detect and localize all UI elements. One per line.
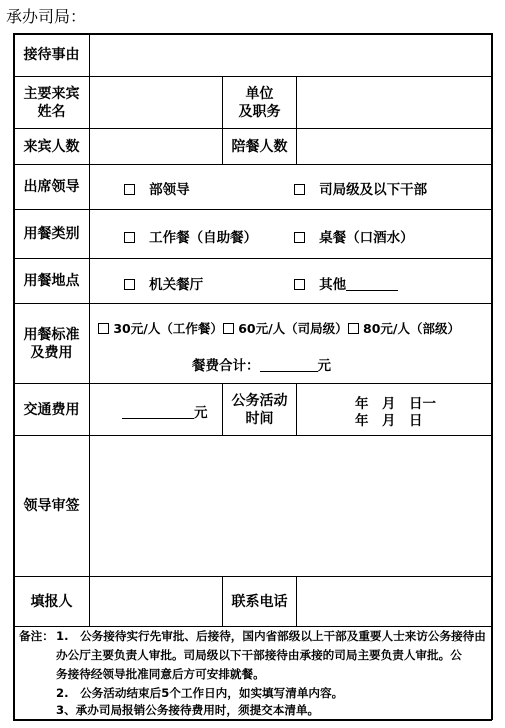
- meal-total: [192, 354, 331, 374]
- transport-blank[interactable]: [122, 404, 194, 419]
- transport-unit: 元: [194, 405, 208, 421]
- other-location-blank[interactable]: [346, 276, 398, 291]
- label-unit-position: [223, 77, 296, 128]
- label-guest-name-l1: 主要来宾: [23, 85, 80, 102]
- label-unit-position-l1: 单位: [245, 85, 274, 102]
- option-label: 其他: [319, 277, 347, 293]
- note-item-2: 2. 公务活动结束后5个工作日内，如实填写清单内容。: [56, 686, 344, 700]
- notes-label: 备注：: [19, 629, 54, 643]
- checkbox[interactable]: [124, 279, 135, 290]
- label-meal-standard-l2: 及费用: [30, 344, 73, 361]
- option-bureau-level[interactable]: [294, 178, 427, 198]
- label-guest-count: 来宾人数: [23, 138, 80, 155]
- option-label: 部领导: [149, 182, 190, 198]
- checkbox-30[interactable]: [98, 323, 109, 334]
- checkbox[interactable]: [294, 232, 305, 243]
- note-item-3: 3、承办司局报销公务接待费用时，须提交本清单。: [56, 703, 320, 717]
- option-label: 机关餐厅: [149, 277, 204, 293]
- label-activity-time-l1: 公务活动: [231, 392, 288, 409]
- option-label: 桌餐（口酒水）: [319, 230, 414, 246]
- label-companion-count: 陪餐人数: [231, 138, 288, 155]
- note-item-1-line2: 办公厅主要负责人审批。司局级以下干部接待由承接的司局主要负责人审批。公: [56, 648, 462, 662]
- label-meal-location: 用餐地点: [23, 273, 80, 289]
- checkbox[interactable]: [124, 232, 135, 243]
- label-transport-fee: 交通费用: [23, 401, 80, 418]
- activity-date-end: 年 月 日: [355, 413, 423, 429]
- standard-options: [98, 319, 460, 337]
- label-attending-leader: 出席领导: [23, 179, 80, 195]
- checkbox-80[interactable]: [348, 323, 359, 334]
- label-contact-phone: 联系电话: [231, 593, 288, 610]
- label-meal-standard-l1: 用餐标准: [23, 326, 80, 343]
- label-unit-position-l2: 及职务: [238, 103, 281, 120]
- label-leader-approval: 领导审签: [23, 498, 80, 514]
- option-label: 司局级及以下干部: [319, 182, 428, 198]
- option-other-location[interactable]: [294, 273, 398, 293]
- activity-date-start: 年 月 日一: [355, 396, 436, 412]
- note-item-1-line1: 1. 公务接待实行先审批、后接待，国内省部级以上干部及重要人士来访公务接待由: [56, 629, 486, 643]
- standard-30-label: 30元/人（工作餐）: [113, 321, 223, 336]
- label-meal-type: 用餐类别: [23, 226, 80, 242]
- label-filled-by: 填报人: [30, 593, 73, 610]
- label-activity-time-l2: 时间: [245, 410, 274, 427]
- meal-total-label: 餐费合计：: [192, 358, 260, 374]
- option-label: 工作餐（自助餐）: [149, 230, 258, 246]
- checkbox[interactable]: [124, 184, 135, 195]
- meal-total-unit: 元: [317, 358, 331, 374]
- label-activity-time: [223, 384, 296, 435]
- option-canteen[interactable]: [124, 273, 203, 293]
- option-table-meal[interactable]: [294, 226, 414, 246]
- note-item-1-line3: 务接待经领导批准同意后方可安排就餐。: [56, 667, 265, 681]
- label-guest-name-l2: 姓名: [37, 103, 66, 120]
- office-label: 承办司局：: [6, 7, 87, 26]
- transport-amount: [122, 401, 208, 421]
- option-minister-leader[interactable]: [124, 178, 190, 198]
- label-guest-name: [14, 77, 89, 128]
- checkbox[interactable]: [294, 279, 305, 290]
- label-meal-standard: [14, 304, 89, 383]
- standard-60-label: 60元/人（司局级）: [238, 321, 348, 336]
- checkbox-60[interactable]: [223, 323, 234, 334]
- checkbox[interactable]: [294, 184, 305, 195]
- option-work-meal[interactable]: [124, 226, 257, 246]
- meal-total-blank[interactable]: [260, 357, 318, 372]
- standard-80-label: 80元/人（部级）: [363, 321, 460, 336]
- label-reception-matter: 接待事由: [23, 47, 80, 63]
